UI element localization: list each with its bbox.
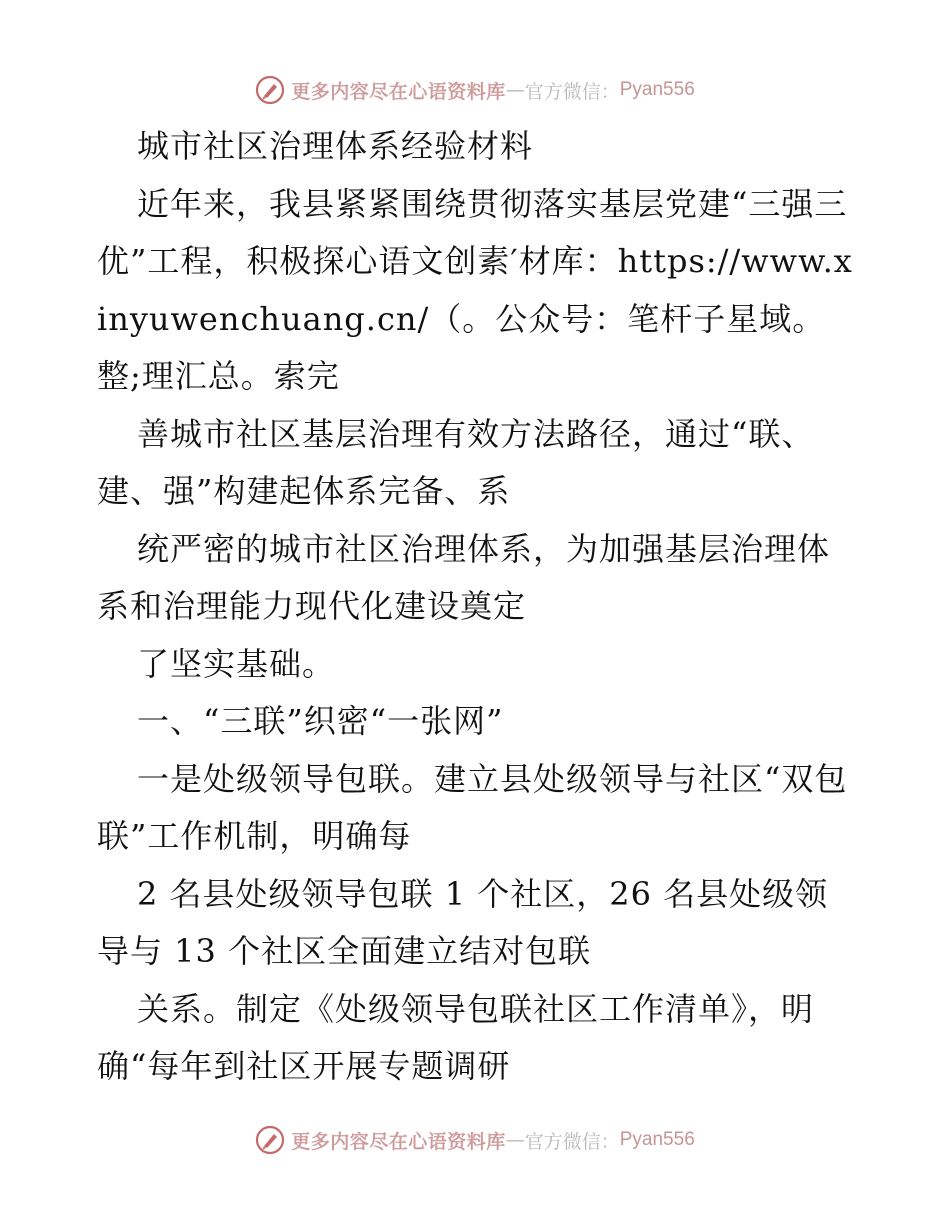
paragraph: 近年来，我县紧紧围绕贯彻落实基层党建“三强三优”工程，积极探心语文创素′材库：https://www.xinyuwenchuang.cn/（。公众号：笔杆子星域。整;理汇总。索完	[97, 184, 853, 395]
watermark-wechat-id: Pyan556	[619, 79, 695, 100]
paragraph: 2 名县处级领导包联 1 个社区，26 名县处级领导与 13 个社区全面建立结对包联	[97, 874, 829, 970]
watermark-site-text: 更多内容尽在心语资料库	[291, 1130, 506, 1153]
paragraph: 统严密的城市社区治理体系，为加强基层治理体系和治理能力现代化建设奠定	[97, 529, 831, 625]
watermark-footer	[0, 1120, 950, 1160]
document-body	[97, 118, 853, 1096]
paragraph: 了坚实基础。	[137, 644, 336, 683]
section-heading: 一、“三联”织密“一张网”	[137, 702, 504, 740]
watermark-separator: —	[505, 1129, 525, 1151]
watermark-wechat-id: Pyan556	[619, 1129, 695, 1150]
watermark-header	[0, 70, 950, 110]
watermark-wechat-label: 官方微信：	[524, 1130, 620, 1153]
document-title: 城市社区治理体系经验材料	[137, 127, 534, 165]
paragraph: 关系。制定《处级领导包联社区工作清单》，明确“每年到社区开展专题调研	[97, 989, 815, 1085]
pen-nib-logo-icon	[255, 1125, 285, 1155]
watermark-site-text: 更多内容尽在心语资料库	[291, 80, 506, 103]
paragraph: 善城市社区基层治理有效方法路径，通过“联、建、强”构建起体系完备、系	[97, 414, 815, 510]
pen-nib-logo-icon	[255, 75, 285, 105]
watermark-wechat-label: 官方微信：	[524, 80, 620, 103]
watermark-separator: —	[505, 79, 525, 101]
paragraph: 一是处级领导包联。建立县处级领导与社区“双包联”工作机制，明确每	[97, 759, 848, 855]
